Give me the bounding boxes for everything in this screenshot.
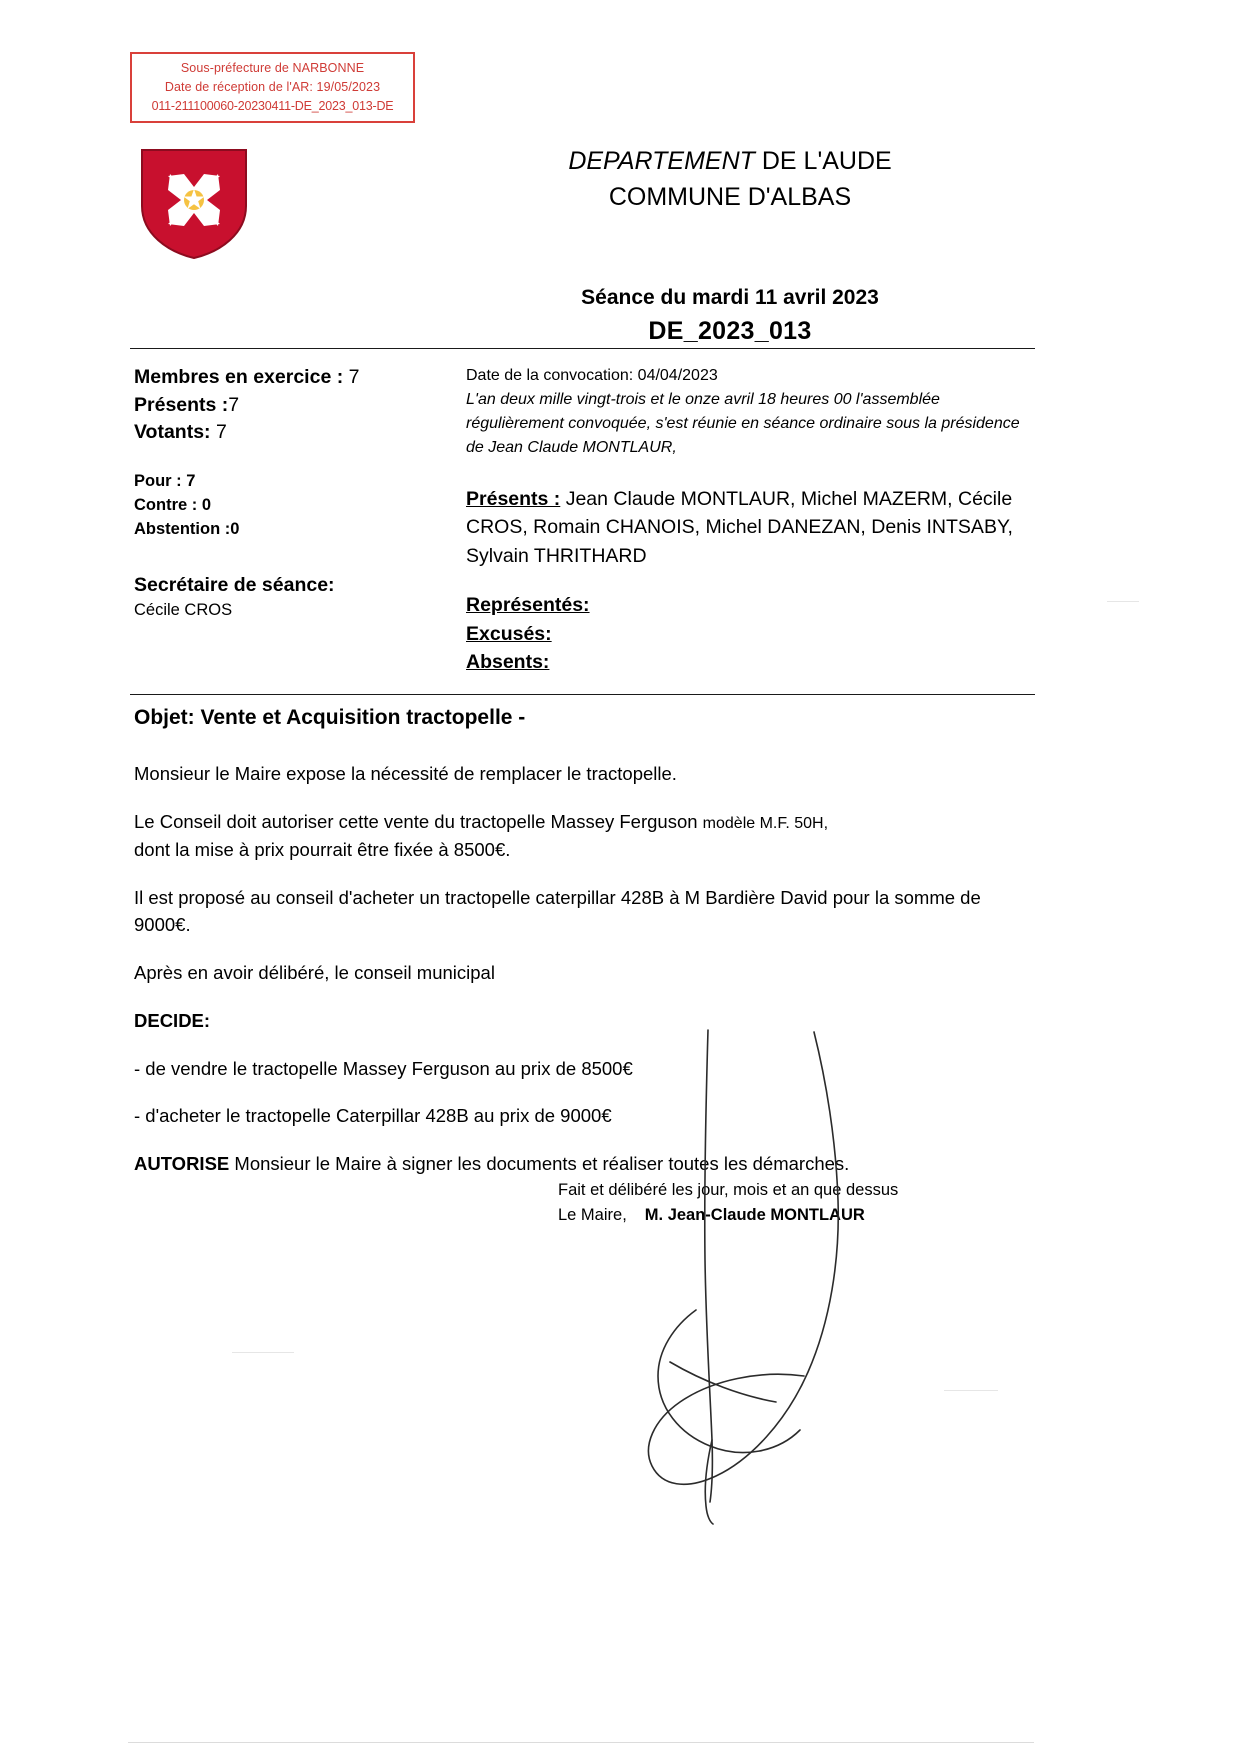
mayor-name: M. Jean-Claude MONTLAUR	[644, 1205, 865, 1224]
sale-text-part1: Le Conseil doit autoriser cette vente du tractopelle Massey Ferguson	[134, 810, 703, 832]
signature-place-date-line: Fait et délibéré les jour, mois et an que dessus	[558, 1181, 899, 1199]
convocation-paragraph: L'an deux mille vingt-trois et le onze avril 18 heures 00 l'assemblée régulièrement convoquée, s'est réunie en séance ordinaire sous la présidence de Jean Claude MONTLAUR,	[466, 391, 1020, 456]
attendance-status-list	[466, 591, 1036, 676]
prefecture-reception-stamp	[130, 52, 415, 123]
signature-block	[558, 1178, 898, 1228]
decision-bullet-sell: - de vendre le tractopelle Massey Ferguson au prix de 8500€	[134, 1057, 633, 1079]
top-divider	[130, 348, 1035, 349]
stamp-reception-date-line: Date de réception de l'AR: 19/05/2023	[164, 79, 381, 94]
voters-count-label: Votants:	[134, 421, 211, 444]
members-in-office-value: 7	[343, 366, 360, 388]
deliberation-body	[134, 760, 1024, 1198]
decide-label: DECIDE:	[134, 1009, 211, 1031]
commune-coat-of-arms-icon	[140, 148, 248, 260]
scan-artifact	[1107, 601, 1139, 602]
decision-bullet-buy: - d'acheter le tractopelle Caterpillar 428B au prix de 9000€	[134, 1105, 612, 1127]
body-paragraph-purchase: Il est proposé au conseil d'acheter un tractopelle caterpillar 428B à M Bardière David pour la somme de 9000€.	[134, 886, 981, 936]
convocation-date: Date de la convocation: 04/04/2023	[466, 367, 718, 384]
session-heading	[430, 283, 1030, 350]
sale-text-part2: dont la mise à prix pourrait être fixée à 8500€.	[134, 838, 511, 860]
present-count-row	[134, 392, 454, 420]
convocation-column	[466, 364, 1036, 677]
represented-row	[466, 591, 1036, 619]
bottom-divider	[130, 694, 1035, 695]
scan-artifact	[232, 1352, 294, 1353]
department-word: DEPARTEMENT	[568, 147, 755, 175]
members-in-office-label: Membres en exercice :	[134, 366, 344, 388]
body-paragraph-expose: Monsieur le Maire expose la nécessité de remplacer le tractopelle.	[134, 763, 677, 784]
body-paragraph-sale	[134, 808, 1024, 864]
present-count-label: Présents :	[134, 393, 229, 416]
scan-artifact	[944, 1390, 998, 1391]
signature-mayor-line	[558, 1203, 898, 1228]
votes-abstention: Abstention :0	[134, 519, 240, 538]
present-members-paragraph	[466, 485, 1036, 570]
session-date: Séance du mardi 11 avril 2023	[581, 286, 879, 309]
commune-line: COMMUNE D'ALBAS	[608, 182, 852, 211]
stamp-prefecture-line: Sous-préfecture de NARBONNE	[180, 61, 365, 75]
stamp-reference-line: 011-211100060-20230411-DE_2023_013-DE	[151, 98, 394, 113]
deliberation-reference: DE_2023_013	[648, 317, 812, 346]
votes-against: Contre : 0	[134, 495, 212, 514]
excused-label: Excusés:	[466, 622, 552, 645]
members-in-office-row	[134, 364, 454, 392]
department-line	[430, 144, 1030, 180]
absent-row	[466, 648, 1036, 676]
document-header-titles	[430, 144, 1030, 215]
absent-label: Absents:	[466, 651, 550, 674]
votes-for: Pour : 7	[134, 472, 196, 491]
authorize-label: AUTORISE	[134, 1153, 230, 1174]
mayor-role-label: Le Maire,	[558, 1205, 627, 1224]
sale-model: modèle M.F. 50H,	[702, 814, 829, 832]
present-members-names: Jean Claude MONTLAUR, Michel MAZERM, Cécile CROS, Romain CHANOIS, Michel DANEZAN, Denis INTSABY, Sylvain THRITHARD	[466, 488, 1013, 567]
present-members-label: Présents :	[466, 488, 561, 510]
vote-tally	[134, 470, 454, 541]
session-secretary-label: Secrétaire de séance:	[134, 574, 335, 597]
session-secretary-block	[134, 574, 454, 620]
authorization-paragraph	[134, 1150, 1024, 1178]
page-bottom-edge	[128, 1742, 1034, 1743]
represented-label: Représentés:	[466, 594, 590, 617]
department-rest: DE L'AUDE	[754, 147, 892, 175]
page-title: Objet: Vente et Acquisition tractopelle -	[134, 706, 526, 729]
voters-count-value: 7	[210, 421, 227, 444]
attendance-counts-column	[134, 364, 454, 620]
excused-row	[466, 620, 1036, 648]
body-paragraph-deliberation: Après en avoir délibéré, le conseil municipal	[134, 962, 495, 983]
session-secretary-name: Cécile CROS	[134, 601, 233, 620]
present-count-value: 7	[228, 393, 240, 416]
voters-count-row	[134, 419, 454, 447]
authorize-rest: Monsieur le Maire à signer les documents et réaliser toutes les démarches.	[229, 1153, 850, 1174]
membership-counts	[134, 364, 454, 447]
